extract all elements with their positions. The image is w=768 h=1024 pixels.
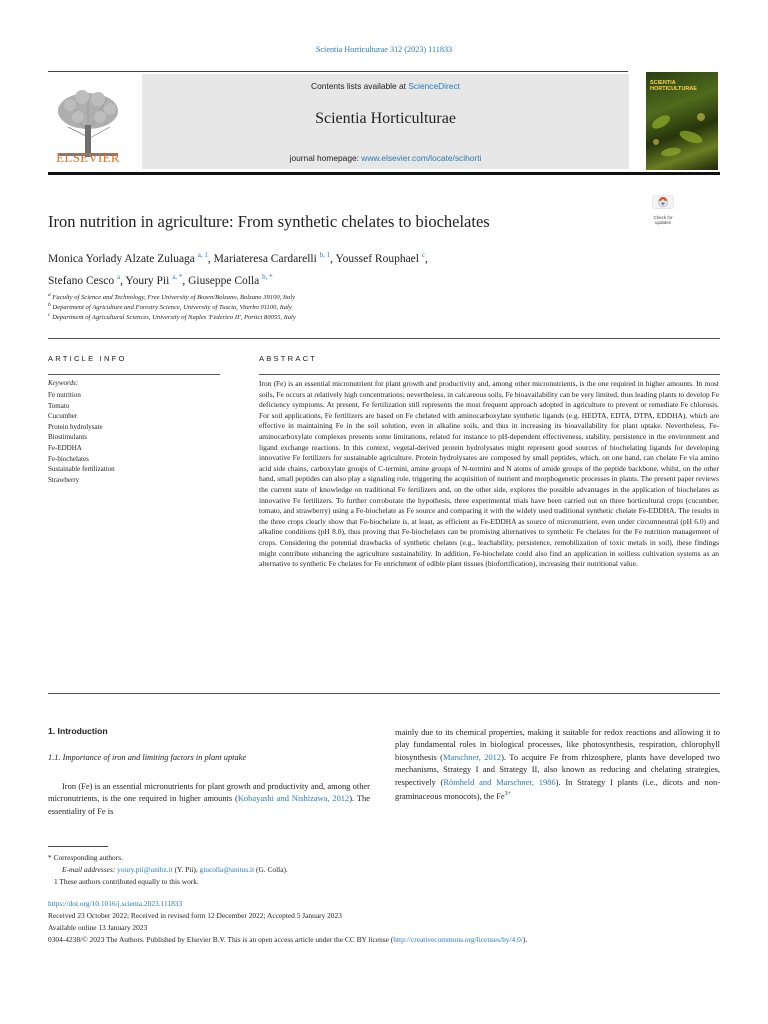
keyword: Fe-biochelates (48, 454, 89, 463)
affiliation: $^c$ Department of Agricultural Sciences, University of Naples 'Federico II', Portici 80055, Italy (48, 312, 296, 322)
section-divider (48, 338, 720, 339)
author-name[interactable]: Mariateresa Cardarelli (213, 252, 317, 265)
author-affil-mark[interactable]: a, 1 (197, 251, 208, 259)
footnote-equal-contribution: 1 These authors contributed equally to this work. (54, 877, 199, 886)
abstract-heading: ABSTRACT (259, 354, 318, 363)
citation-link[interactable]: Kobayashi and Nishizawa, 2012 (237, 793, 350, 804)
abstract-bottom-rule (48, 693, 720, 694)
abstract-rule (259, 374, 720, 375)
header-top-rule (48, 71, 628, 72)
header-bottom-rule (48, 172, 720, 175)
sciencedirect-link[interactable]: ScienceDirect (408, 81, 460, 91)
license-link[interactable]: http://creativecommons.org/licenses/by/4.0/ (393, 935, 523, 944)
article-info-heading: ARTICLE INFO (48, 354, 127, 363)
citation-link[interactable]: Marschner, 2012 (442, 751, 502, 762)
author-name[interactable]: Stefano Cesco (48, 274, 115, 287)
intro-paragraph-right: mainly due to its chemical properties, making it suitable for redox reactions and allowing it to play fundamental roles in biological processes, like photosynthesis, respiration, chlorophyll biosynthesis (Marschner, 2012). To acquire Fe from rhizosphere, plants have developed two mechanisms, Strategy I and Strategy II, also known as reducing and chelating strategies, respectively (Römheld and Marschner, 1986). In Strategy I plants (i.e., dicots and non-graminaceous monocots), the $Fe^{3+}$ (395, 727, 721, 801)
author-affil-mark[interactable]: b, 1 (319, 251, 331, 259)
author-name[interactable]: Giuseppe Colla (188, 274, 260, 287)
cover-leaves-art (646, 102, 718, 170)
keyword: Biostimulants (48, 433, 87, 442)
abstract-text: Iron (Fe) is an essential micronutrient for plant growth and productivity and, among other micronutrients, is the one required in higher amounts. In most soils, Fe occurs at relatively high concentrations; nevertheless, in calcareous soils, Fe bioavailability can be very limited, thus leading plants to develop Fe deficiency symptoms. At present, Fe fertilization still represents the most frequent approach adopted in agriculture to prevent or remediate Fe chlorosis. For soil applications, Fe fertilizers are based on Fe chelated with aminocarboxylate synthetic ligands (e.g. HEDTA, EDTA, DTPA, EDDHA), which are effective in maintaining Fe in the soil solution, even in alkaline soils, and thus in increasing its bioavailability for plant uptake. Nevertheless, Fe-aminocarboxylate complexes presents some limitations, related for instance to pH-dependent effectiveness, stability, persistence in the environment and ligand exchange reactions. In this context, vegetal-derived protein hydrolysates might represent good sources of biochelating ligands for developing innovative Fe fertilizers for sustainable agriculture. Protein hydrolysates are composed by small peptides, which, on one hand, can chelate Fe via amino acid side chains, carboxylate groups of C-termini, amine groups of N-termini and N atoms of amide groups of the peptide backbone, whilst, on the other hand, small peptides can also play a signaling role, triggering the acquisition of nutrient and morphogenetic processes in plants. The present paper reviews the current state of knowledge on traditional Fe fertilizers and, on the other side, explores the possible advantages in the application of biochelates as innovative Fe fertilizers. To further corroborate the hypothesis, three experimental trials have been carried out on three horticultural crops (cucumber, tomato, and strawberry) using a Fe-biochelate as Fe source and comparing it with the widely used traditional synthetic chelate Fe-EDDHA. The results in the three crops clearly show that Fe-biochelate is, at least, as efficient as Fe-EDDHA as source of micronutrient, even under circumneutral (pH 6.0) and alkaline conditions (pH 8.0), thus proving that Fe-biochelates can be promising alternatives to synthetic Fe chelates for the Fe nutrition management of crops. Considering the potential drawbacks of synthetic chelates (e.g., leachability, persistence, remobilization of toxic metals in soil), these findings might contribute enhancing the agriculture sustainability. In addition, Fe-biochelate could also find an application in soilless cultivation systems as an alternative to synthetic Fe chelates for Fe enrichment of edible plant tissues (biofortification), increasing their nutritional value. (259, 379, 719, 569)
doi-link[interactable]: https://doi.org/10.1016/j.scienta.2023.111833 (48, 899, 183, 908)
author-affil-mark[interactable]: a, * (172, 272, 183, 281)
article-title: Iron nutrition in agriculture: From synthetic chelates to biochelates (48, 212, 490, 231)
email-link[interactable]: giucolla@unitus.it (199, 865, 255, 874)
homepage-link[interactable]: www.elsevier.com/locate/scihorti (361, 153, 482, 163)
journal-cover-image[interactable] (646, 72, 718, 170)
cover-title: SCIENTIA HORTICULTURAE (650, 80, 697, 92)
email-link[interactable]: youry.pii@unibz.it (117, 865, 173, 874)
keyword: Fe nutrition (48, 391, 81, 399)
keyword: Strawberry (48, 475, 80, 484)
affiliation: $^a$ Faculty of Science and Technology, Free University of Bozen/Bolzano, Bolzano 39100, Italy (48, 292, 296, 302)
crossmark-label[interactable]: Check for updates (653, 215, 673, 225)
footnote-rule (48, 846, 108, 847)
received-dates: Received 23 October 2022; Received in revised form 12 December 2022; Accepted 5 January 2023 (48, 911, 342, 920)
keywords-title: Keywords: (48, 379, 79, 387)
journal-reference[interactable]: Scientia Horticulturae 312 (2023) 111833 (315, 45, 453, 54)
intro-paragraph-left: Iron (Fe) is an essential micronutrients for plant growth and productivity and, among other micronutrients, is the one required in higher amounts (Kobayashi and Nishizawa, 2012). The essentiality of Fe is (48, 781, 370, 816)
citation-link[interactable]: Römheld and Marschner, 1986 (443, 776, 556, 787)
affiliation: $^b$ Department of Agriculture and Forestry Science, University of Tuscia, Viterbo 01100, Italy (48, 302, 292, 312)
article-info-rule (48, 374, 220, 375)
footnote-emails: E-mail addresses: youry.pii@unibz.it (Y. Pii), giucolla@unitus.it (G. Colla). (62, 865, 288, 874)
footnote-corresponding: * Corresponding authors. (48, 853, 123, 862)
author-affil-mark[interactable]: a (116, 272, 121, 281)
license-line: 0304-4238/© 2023 The Authors. Published by Elsevier B.V. This is an open access article under the CC BY license (http://creativecommons.org/licenses/by/4.0/). (48, 935, 528, 944)
author-list: Monica Yorlady Alzate Zuluaga $^{a, 1}$, Mariateresa Cardarelli $^{b, 1}$, Youssef Rouphael $^c$, Stefano Cesco $^a$, Youry Pii $^{a, *}$, Giuseppe Colla $^{b, *}$ (48, 251, 428, 287)
contents-line: Contents lists available at ScienceDirect (311, 81, 460, 91)
author-affil-mark[interactable]: b, * (262, 272, 273, 281)
keyword: Tomato (48, 401, 70, 410)
author-name[interactable]: Youry Pii (125, 274, 170, 287)
keyword: Fe-EDDHA (48, 443, 82, 452)
keywords-list (48, 390, 115, 485)
subsection-heading: 1.1. Importance of iron and limiting factors in plant uptake (48, 753, 247, 762)
author-name[interactable]: Youssef Rouphael (335, 252, 419, 265)
section-heading-introduction: 1. Introduction (48, 726, 108, 736)
keyword: Sustainable fertilization (48, 465, 115, 474)
keyword: Cucumber (48, 412, 78, 421)
journal-title[interactable]: Scientia Horticulturae (315, 110, 456, 127)
publisher-name[interactable]: ELSEVIER (56, 150, 120, 165)
keyword: Protein hydrolysate (48, 422, 103, 431)
author-affil-mark[interactable]: c (421, 251, 425, 259)
online-date: Available online 13 January 2023 (48, 923, 148, 932)
author-name[interactable]: Monica Yorlady Alzate Zuluaga (48, 252, 195, 265)
crossmark-icon[interactable] (646, 195, 680, 217)
journal-homepage: journal homepage: www.elsevier.com/locate/scihorti (289, 153, 482, 163)
